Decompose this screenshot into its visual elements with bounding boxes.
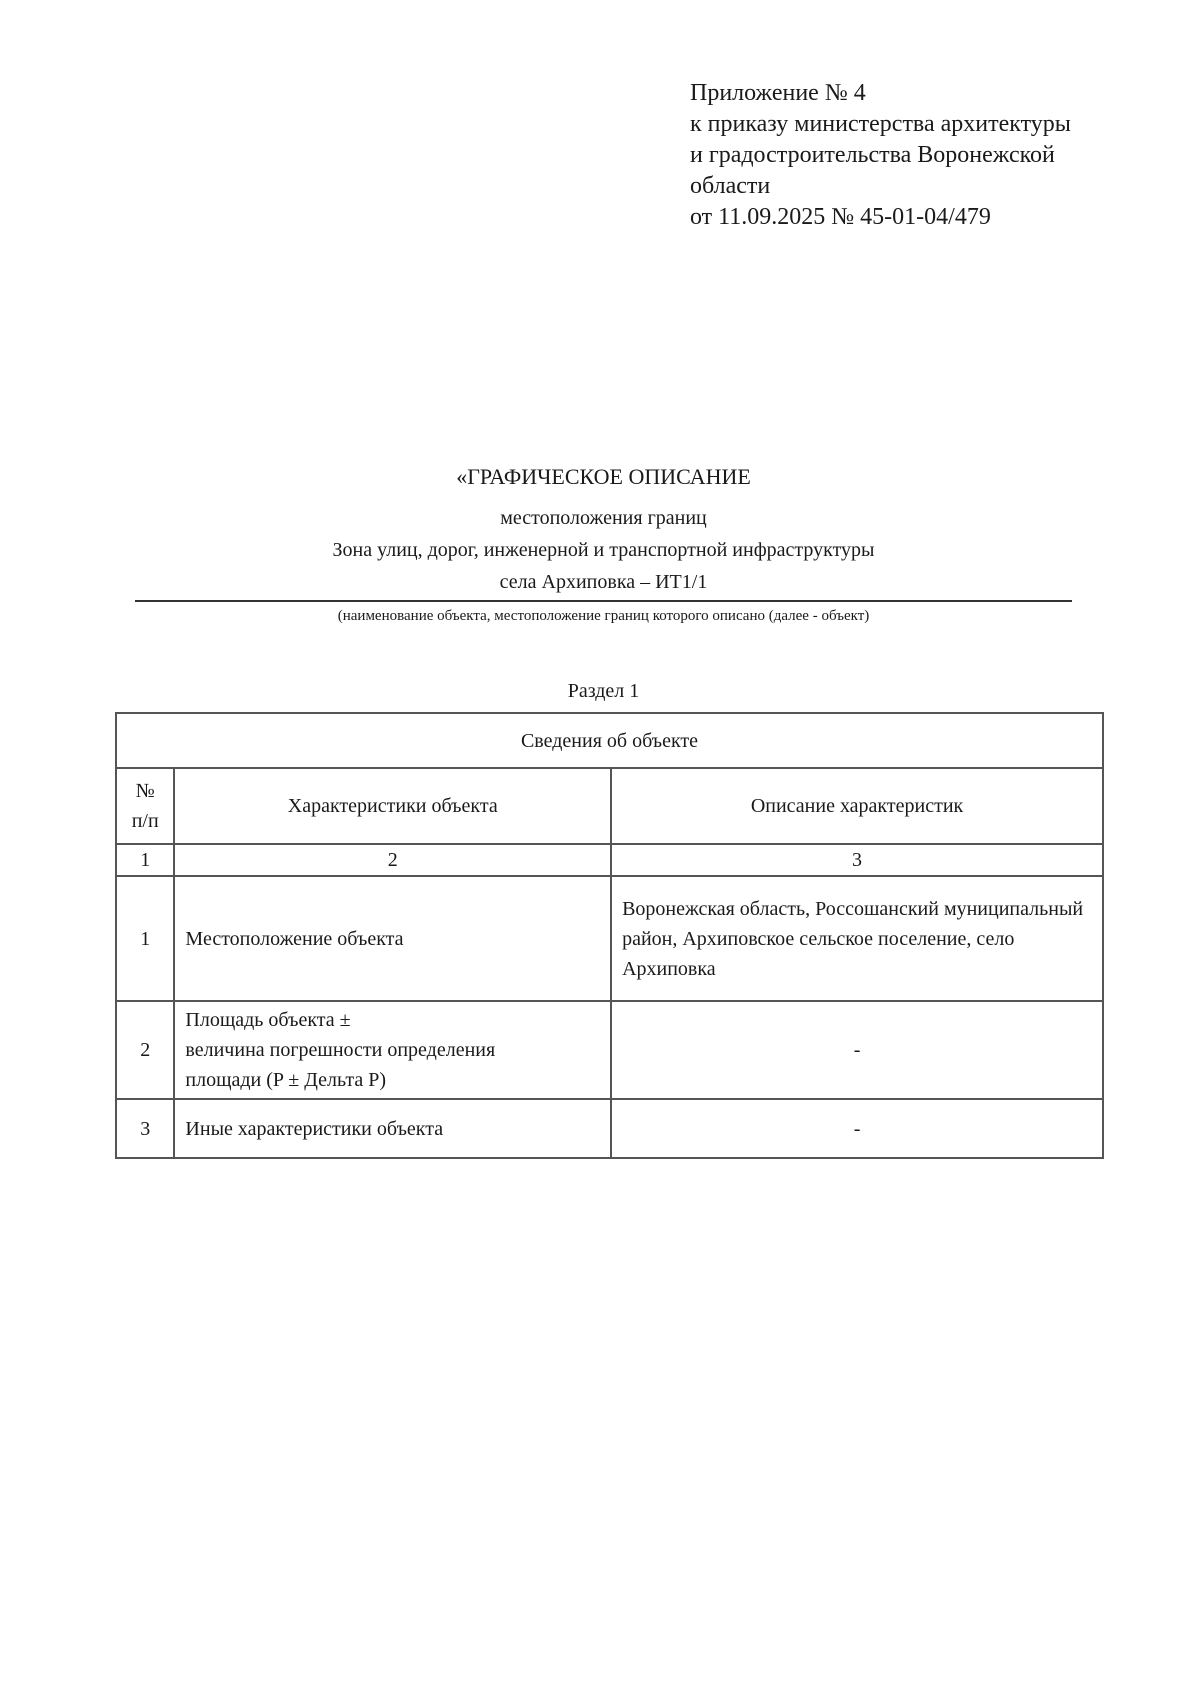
appendix-number: Приложение № 4 [690,80,866,106]
document-heading [135,462,1072,598]
row-characteristic: Местоположение объекта [174,876,611,1001]
document-title: «ГРАФИЧЕСКОЕ ОПИСАНИЕ [456,464,751,489]
row-number: 2 [116,1001,174,1099]
appendix-header [690,78,1071,233]
row-characteristic [174,1001,611,1099]
document-subtitle-2: Зона улиц, дорог, инженерной и транспортной инфраструктуры [332,539,875,561]
table-caption-row [116,713,1103,768]
appendix-region-line: области [690,173,771,199]
row-characteristic-line: Площадь объекта ± [185,1009,351,1031]
table-row [116,1099,1103,1158]
header-num-symbol: № [135,780,155,802]
table-index-row [116,844,1103,876]
header-num [116,768,174,844]
index-cell: 3 [611,844,1103,876]
row-number: 1 [116,876,174,1001]
table-caption: Сведения об объекте [116,713,1103,768]
row-description: - [611,1099,1103,1158]
row-number: 3 [116,1099,174,1158]
document-subtitle-1: местоположения границ [500,507,707,529]
header-description: Описание характеристик [611,768,1103,844]
row-characteristic-line: площади (P ± Дельта P) [185,1069,387,1091]
index-cell: 2 [174,844,611,876]
document-subtitle-3: села Архиповка – ИТ1/1 [499,571,708,593]
section-label: Раздел 1 [567,680,640,702]
row-characteristic: Иные характеристики объекта [174,1099,611,1158]
index-cell: 1 [116,844,174,876]
title-underline [135,600,1072,602]
table-row [116,1001,1103,1099]
appendix-date-line: от 11.09.2025 № 45-01-04/479 [690,204,991,230]
row-description: - [611,1001,1103,1099]
header-num-abbr: п/п [131,810,159,832]
appendix-ministry-line: и градостроительства Воронежской [690,142,1055,168]
table-header-row [116,768,1103,844]
header-characteristics: Характеристики объекта [174,768,611,844]
object-caption: (наименование объекта, местоположение границ которого описано (далее - объект) [337,608,870,624]
object-info-table [115,712,1104,1159]
row-description: Воронежская область, Россошанский муниципальный район, Архиповское сельское поселение, село Архиповка [611,876,1103,1001]
appendix-order-line: к приказу министерства архитектуры [690,111,1071,137]
row-characteristic-line: величина погрешности определения [185,1039,496,1061]
table-row [116,876,1103,1001]
